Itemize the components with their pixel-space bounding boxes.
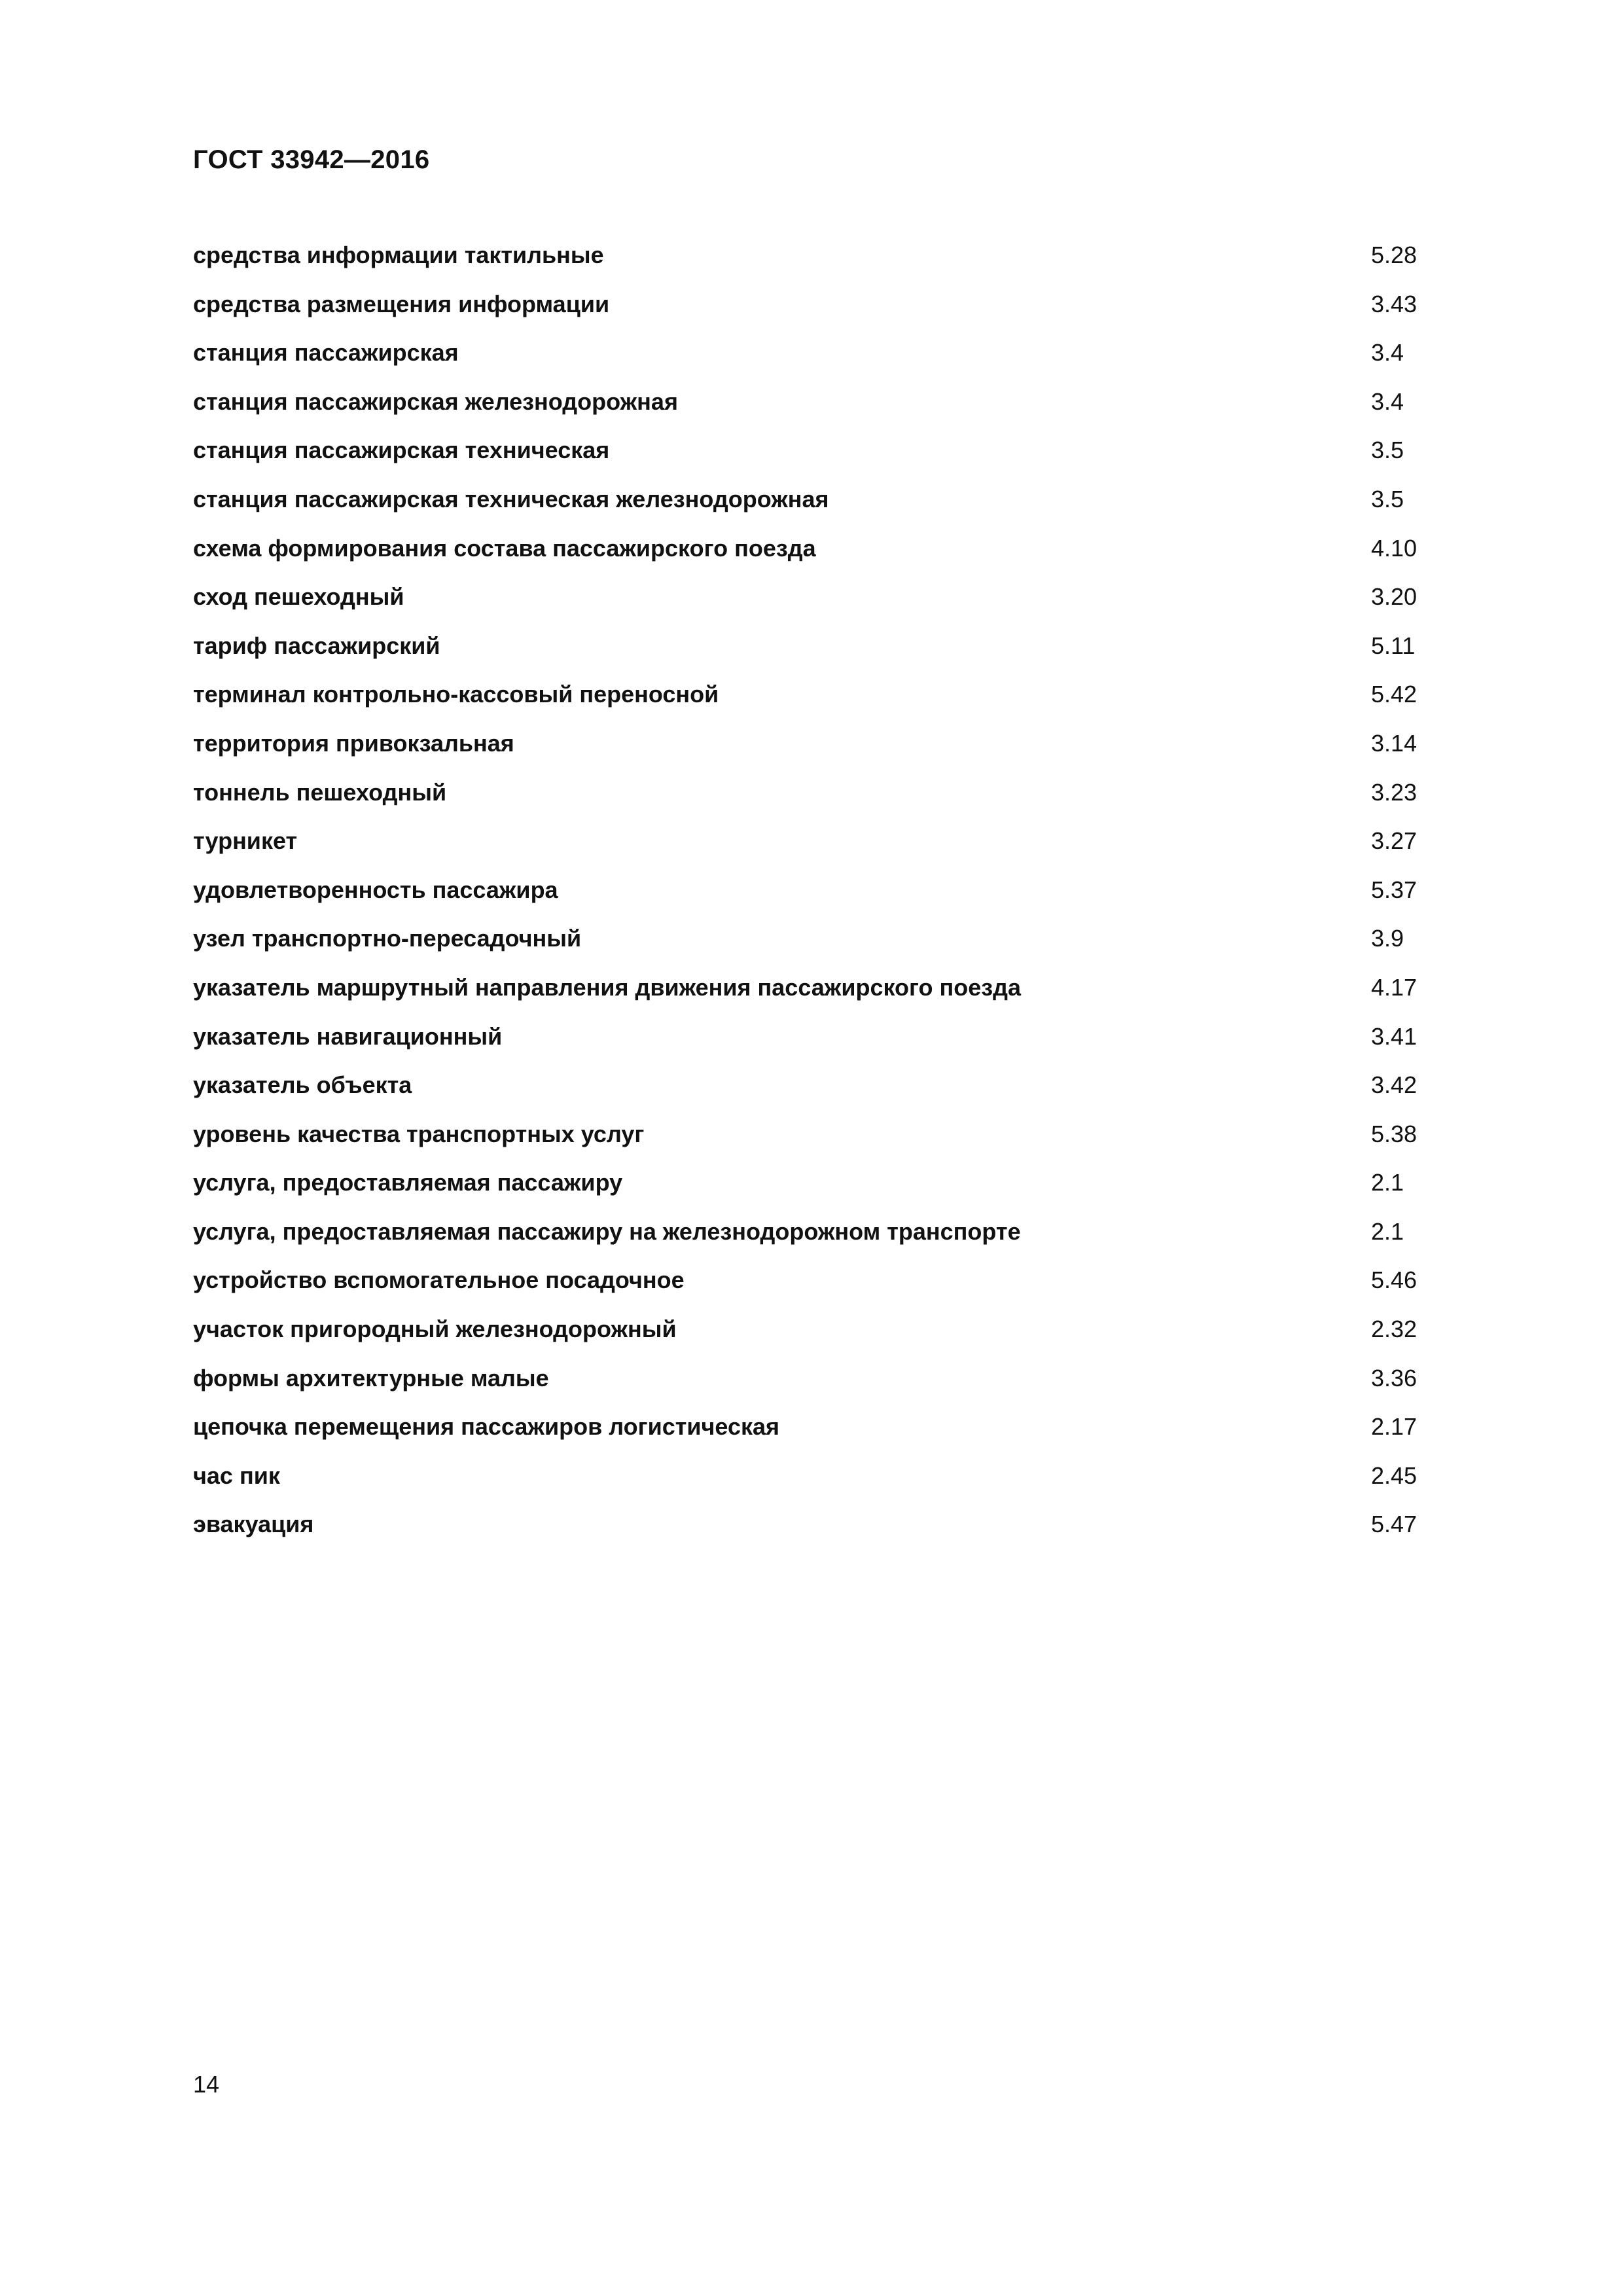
index-reference: 2.32 <box>1371 1316 1418 1343</box>
index-entry <box>193 387 1425 437</box>
index-term: станция пассажирская <box>193 339 459 367</box>
index-entry <box>193 680 1425 729</box>
index-term: тариф пассажирский <box>193 632 440 659</box>
index-reference: 4.17 <box>1371 973 1418 1001</box>
index-entry <box>193 485 1425 534</box>
index-term: час пик <box>193 1462 280 1489</box>
index-entry <box>193 436 1425 485</box>
index-term: тоннель пешеходный <box>193 778 447 806</box>
index-term: станция пассажирская железнодорожная <box>193 387 678 415</box>
index-term: услуга, предоставляемая пассажиру на железнодорожном транспорте <box>193 1217 1021 1245</box>
index-reference: 3.20 <box>1371 583 1418 611</box>
index-entry <box>193 1412 1425 1462</box>
index-entry <box>193 290 1425 339</box>
index-entry <box>193 1315 1425 1364</box>
index-reference: 5.11 <box>1371 632 1416 659</box>
index-term: станция пассажирская техническая железнодорожная <box>193 485 829 512</box>
index-reference: 2.1 <box>1371 1169 1404 1196</box>
index-term: терминал контрольно-кассовый переносной <box>193 681 719 708</box>
index-reference: 3.42 <box>1371 1071 1418 1099</box>
index-entry <box>193 583 1425 632</box>
index-reference: 5.28 <box>1371 242 1418 268</box>
index-entry <box>193 1462 1425 1511</box>
index-entry <box>193 534 1425 583</box>
index-term: указатель объекта <box>193 1071 412 1099</box>
index-reference: 3.23 <box>1371 778 1418 806</box>
index-term: эвакуация <box>193 1511 314 1538</box>
index-reference: 3.36 <box>1371 1364 1418 1391</box>
index-reference: 3.41 <box>1371 1022 1418 1050</box>
index-reference: 4.10 <box>1371 534 1418 562</box>
index-entry <box>193 1168 1425 1217</box>
term-index-list <box>193 241 1425 1559</box>
index-entry <box>193 876 1425 925</box>
index-entry <box>193 241 1425 290</box>
index-reference: 2.45 <box>1371 1462 1418 1489</box>
index-reference: 5.42 <box>1371 681 1418 708</box>
index-reference: 3.4 <box>1371 387 1404 415</box>
index-term: устройство вспомогательное посадочное <box>193 1266 685 1294</box>
index-entry <box>193 729 1425 778</box>
index-term: указатель маршрутный направления движения пассажирского поезда <box>193 973 1022 1001</box>
document-header: ГОСТ 33942—2016 <box>193 145 430 174</box>
index-entry <box>193 1217 1425 1266</box>
index-term: средства размещения информации <box>193 290 610 317</box>
index-term: указатель навигационный <box>193 1022 503 1050</box>
index-entry <box>193 1364 1425 1413</box>
index-term: турникет <box>193 827 298 855</box>
page-number: 14 <box>193 2071 220 2098</box>
index-entry <box>193 1266 1425 1315</box>
index-term: узел транспортно-пересадочный <box>193 925 582 952</box>
index-reference: 3.43 <box>1371 290 1418 317</box>
index-term: схема формирования состава пассажирского поезда <box>193 534 816 562</box>
index-entry <box>193 632 1425 681</box>
index-term: станция пассажирская техническая <box>193 437 610 464</box>
index-term: сход пешеходный <box>193 583 404 611</box>
index-entry <box>193 778 1425 827</box>
index-reference: 3.5 <box>1371 485 1404 512</box>
index-term: территория привокзальная <box>193 729 514 757</box>
index-term: цепочка перемещения пассажиров логистическая <box>193 1413 780 1441</box>
index-entry <box>193 973 1425 1022</box>
index-term: средства информации тактильные <box>193 242 604 268</box>
index-reference: 3.4 <box>1371 339 1404 367</box>
index-entry <box>193 924 1425 973</box>
index-entry <box>193 827 1425 876</box>
index-entry <box>193 1120 1425 1169</box>
index-term: удовлетворенность пассажира <box>193 876 558 903</box>
index-reference: 5.46 <box>1371 1266 1418 1294</box>
index-reference: 3.14 <box>1371 729 1418 757</box>
index-reference: 3.9 <box>1371 925 1404 952</box>
index-reference: 5.38 <box>1371 1120 1418 1147</box>
index-entry <box>193 1071 1425 1120</box>
index-reference: 2.17 <box>1371 1413 1418 1441</box>
index-term: участок пригородный железнодорожный <box>193 1316 677 1343</box>
index-entry <box>193 1022 1425 1071</box>
index-reference: 2.1 <box>1371 1217 1404 1245</box>
index-term: услуга, предоставляемая пассажиру <box>193 1169 623 1196</box>
index-entry <box>193 1510 1425 1559</box>
index-reference: 3.27 <box>1371 827 1418 855</box>
index-term: формы архитектурные малые <box>193 1364 549 1391</box>
index-reference: 5.37 <box>1371 876 1418 903</box>
index-reference: 5.47 <box>1371 1511 1418 1538</box>
index-reference: 3.5 <box>1371 437 1404 464</box>
index-entry <box>193 338 1425 387</box>
index-term: уровень качества транспортных услуг <box>193 1120 645 1147</box>
